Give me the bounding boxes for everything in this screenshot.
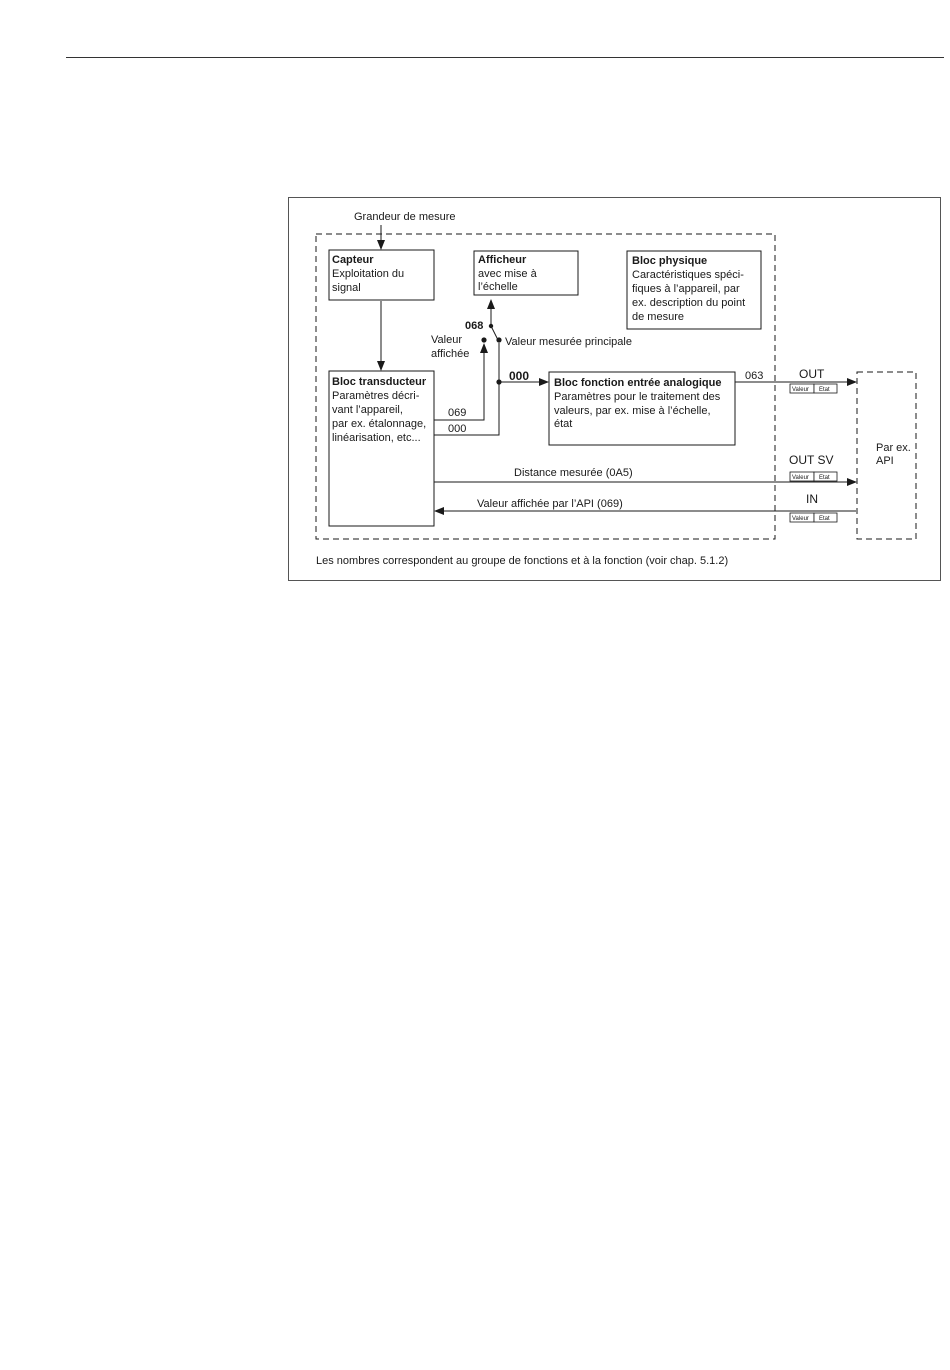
valeur-affichee-label: affichée [431, 348, 470, 360]
status-cell-valeur: Valeur [792, 387, 809, 393]
transducteur-block [329, 371, 434, 526]
out-status-cells [790, 384, 837, 393]
api-label: API [876, 455, 894, 467]
out-sv-status-cells [790, 472, 837, 481]
distance-label: Distance mesurée (0A5) [514, 467, 633, 479]
bloc-physique-block [627, 251, 761, 329]
api-label: Par ex. [876, 442, 911, 454]
out-label: OUT [799, 367, 825, 381]
transducteur-line: vant l’appareil, [332, 404, 403, 416]
bloc-physique-title: Bloc physique [632, 255, 708, 267]
in-label: IN [806, 492, 818, 506]
fonction-analogique-line: Paramètres pour le traitement des [554, 391, 721, 403]
bloc-physique-line: Caractéristiques spéci- [632, 269, 744, 281]
capteur-title: Capteur [332, 254, 374, 266]
input-label: Grandeur de mesure [354, 211, 456, 223]
capteur-line: Exploitation du [332, 268, 405, 280]
switch-code: 068 [465, 320, 484, 332]
switch-lever [491, 326, 498, 340]
switch-contact-affichee [481, 337, 486, 342]
transducteur-title: Bloc transducteur [332, 376, 427, 388]
transducteur-line: linéarisation, etc... [332, 432, 421, 444]
transducteur-line: par ex. étalonnage, [332, 418, 427, 430]
valeur-affichee-label: Valeur [431, 334, 462, 346]
code-000-mid: 000 [509, 369, 530, 383]
bloc-physique-line: fiques à l’appareil, par [632, 283, 740, 295]
code-063: 063 [745, 370, 764, 382]
status-cell-valeur: Valeur [792, 516, 809, 522]
api-value-label: Valeur affichée par l’API (069) [477, 498, 623, 510]
status-cell-etat: Etat [819, 387, 830, 393]
fonction-analogique-line: valeurs, par ex. mise à l’échelle, [554, 405, 711, 417]
bloc-physique-line: ex. description du point [632, 297, 746, 309]
transducteur-line: Paramètres décri- [332, 390, 420, 402]
footnote: Les nombres correspondent au groupe de fonctions et à la fonction (voir chap. 5.1.2) [316, 555, 729, 567]
code-000-low: 000 [448, 423, 467, 435]
status-cell-etat: Etat [819, 475, 830, 481]
bloc-physique-line: de mesure [632, 311, 684, 323]
status-cell-valeur: Valeur [792, 475, 809, 481]
code-069: 069 [448, 407, 467, 419]
afficheur-line: l’échelle [478, 281, 518, 293]
fonction-analogique-block [549, 372, 735, 445]
afficheur-block [474, 251, 578, 295]
out-sv-label: OUT SV [789, 453, 834, 467]
fonction-analogique-title: Bloc fonction entrée analogique [554, 377, 722, 389]
valeur-principale-label: Valeur mesurée principale [505, 336, 632, 348]
status-cell-etat: Etat [819, 516, 830, 522]
capteur-line: signal [332, 282, 361, 294]
afficheur-title: Afficheur [478, 254, 527, 266]
in-status-cells [790, 513, 837, 522]
fonction-analogique-line: état [554, 418, 573, 430]
afficheur-line: avec mise à [478, 268, 537, 280]
capteur-block [329, 250, 434, 300]
switch-contact-principal [496, 337, 501, 342]
